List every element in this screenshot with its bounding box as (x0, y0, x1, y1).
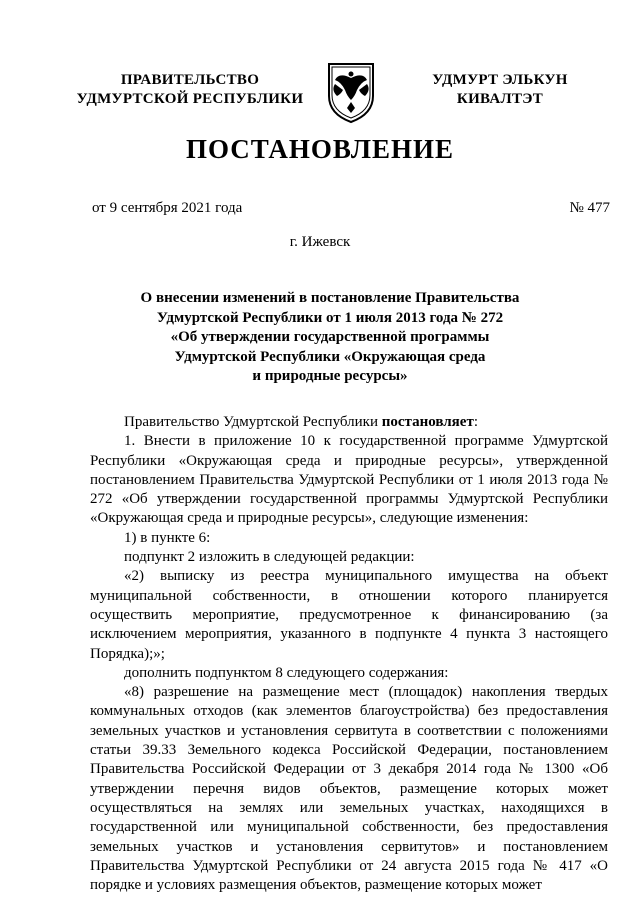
udmurt-coat-of-arms-icon (325, 60, 377, 124)
header-left-line2: УДМУРТСКОЙ РЕСПУБЛИКИ (76, 91, 304, 107)
document-body (90, 413, 608, 895)
body-paragraph: «8) разрешение на размещение мест (площадок) накопления твердых коммунальных отходов (как элементов благоустройства) без предоставления земельных участков и установления сервитута в соответствии с положениями статьи 39.33 Земельного кодекса Российской Федерации, постановлением Правительства Российской Федерации от 3 декабря 2014 года № 1300 «Об утверждении перечня видов объектов, размещение которых может осуществляться на землях или земельных участках, находящихся в государственной или муниципальной собственности, без предоставления земельных участков и установления сервитутов» и постановлением Правительства Удмуртской Республики от 24 августа 2015 года № 417 «О порядке и условиях размещения объектов, размещение которых может (90, 684, 608, 894)
document-number: № 477 (569, 200, 610, 216)
header-right-line2: КИВАЛТЭТ (456, 91, 544, 107)
subject-line: Удмуртской Республики от 1 июля 2013 года № 272 (156, 309, 504, 326)
header-left-line1: ПРАВИТЕЛЬСТВО (120, 72, 260, 88)
subject-line: и природные ресурсы» (252, 368, 408, 384)
body-paragraph: 1. Внести в приложение 10 к государственной программе Удмуртской Республики «Окружающая среда и природные ресурсы», утвержденной постановлением Правительства Удмуртской Республики от 1 июля 2013 года № 272 «Об утверждении государственной программы Удмуртской Республики «Окружающая среда и природные ресурсы», следующие изменения: (90, 433, 608, 527)
body-paragraph: подпункт 2 изложить в следующей редакции: (124, 549, 415, 566)
subject-line: О внесении изменений в постановление Правительства (140, 290, 520, 306)
paragraph-text: Правительство Удмуртской Республики (124, 414, 382, 430)
subject-line: Удмуртской Республики «Окружающая среда (174, 348, 486, 365)
document-subject (90, 289, 570, 387)
government-header-russian (70, 71, 310, 109)
body-paragraph: дополнить подпунктом 8 следующего содержания: (124, 664, 449, 681)
header-right-line1: УДМУРТ ЭЛЬКУН (432, 72, 568, 88)
paragraph-text: : (473, 414, 478, 430)
resolution-keyword: постановляет (381, 414, 474, 430)
government-header-udmurt (400, 71, 600, 109)
body-paragraph (90, 413, 608, 432)
document-title: ПОСТАНОВЛЕНИЕ (185, 134, 455, 164)
subject-line: «Об утверждении государственной программы (170, 329, 490, 345)
body-paragraph: «2) выписку из реестра муниципального имущества на объект муниципальной собственности, в отношении которого планируется осуществить мероприятие, предусмотренное к финансированию (за исключением мероприятия, указанного в подпункте 4 пункта 3 настоящего Порядка);»; (90, 568, 608, 662)
document-city: г. Ижевск (289, 234, 351, 250)
body-paragraph: 1) в пункте 6: (124, 529, 211, 546)
document-date: от 9 сентября 2021 года (92, 200, 243, 216)
